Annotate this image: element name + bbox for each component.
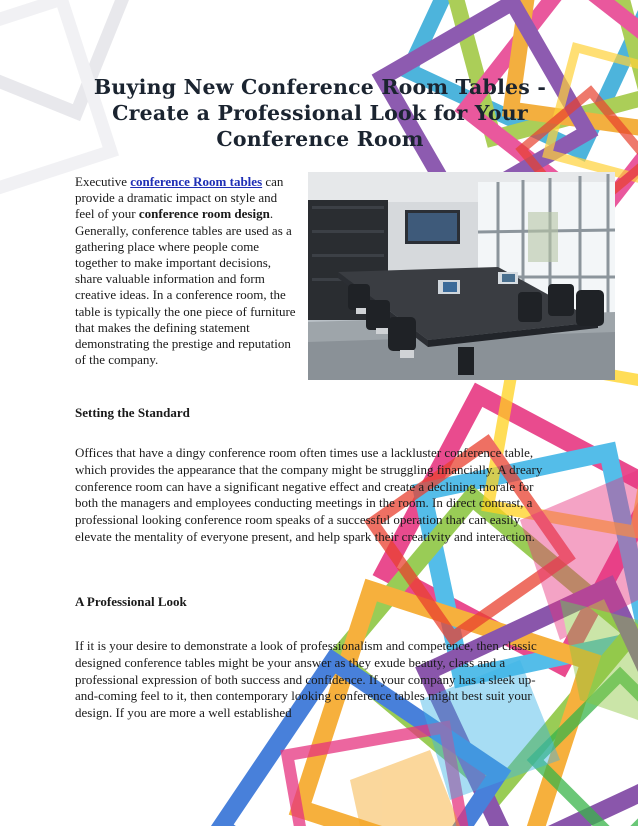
section-heading-setting-the-standard: Setting the Standard: [75, 405, 190, 420]
intro-text-continued: . Generally, conference tables are used as a gathering place where people come together to make important decisions, share valuable information and form creative ideas. In a conference room, the table is typically the one piece of furniture that makes the defining statement demonstrating the prestige and reputation of the company.: [75, 206, 296, 368]
section-body-a-professional-look: If it is your desire to demonstrate a look of professionalism and competence, then classic designed conference tables might be your answer as they exude beauty, class and a professional expression of both success and confidence. If your company has a sleek up-and-coming feel to it, then contemporary looking conference tables might best suit your design. If you are more a well established: [75, 638, 537, 721]
conference-room-design-bold: conference room design: [138, 206, 270, 222]
conference-room-tables-link[interactable]: conference Room tables: [130, 174, 263, 189]
section-heading-a-professional-look: A Professional Look: [75, 594, 187, 609]
intro-paragraph: [75, 174, 297, 368]
conference-room-photo: [308, 172, 615, 380]
intro-lead: Executive: [75, 174, 131, 189]
intro-text: can provide a dramatic impact on style and feel of your: [75, 174, 284, 222]
page-title: Buying New Conference Room Tables - Create a Professional Look for Your Conference Room: [93, 75, 547, 151]
section-body-setting-the-standard: Offices that have a dingy conference room often times use a lackluster conference table, which provides the appearance that the company might be struggling financially. A dreary conference room can have a significant negative effect and create a declining morale for both the managers and employees conducting meetings in the room. In direct contrast, a professional looking conference room speaks of a successful operation that can easily elevate the mentality of everyone present, and help spark their creativity and interaction.: [75, 445, 543, 544]
